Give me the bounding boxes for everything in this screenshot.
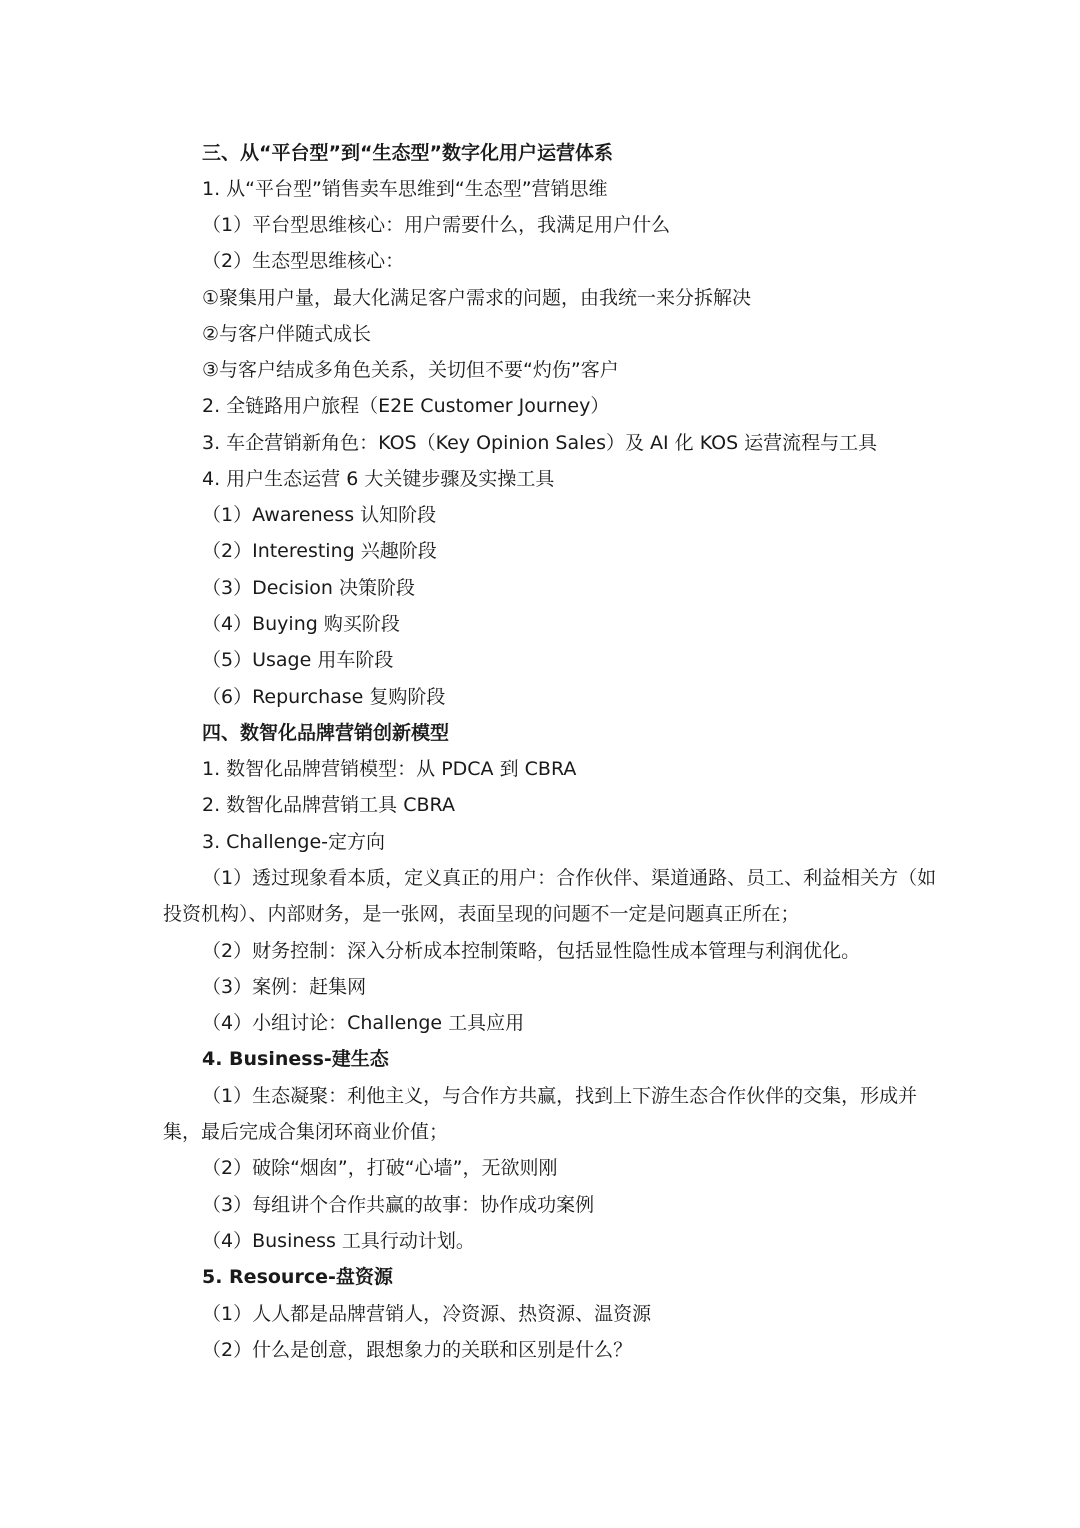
list-item-4-4-3: （3）每组讲个合作共赢的故事：协作成功案例 [202, 1194, 595, 1216]
subheading-4-5: 5. Resource-盘资源 [202, 1266, 393, 1288]
list-item-4-2: 2. 数智化品牌营销工具 CBRA [202, 794, 455, 816]
list-item-3-4-2: （2）Interesting 兴趣阶段 [202, 540, 437, 562]
list-item-3-4-4: （4）Buying 购买阶段 [202, 613, 400, 635]
subheading-4-4: 4. Business-建生态 [202, 1048, 389, 1070]
list-item-3-3: 3. 车企营销新角色：KOS（Key Opinion Sales）及 AI 化 KOS 运营流程与工具 [202, 432, 878, 454]
paragraph-4-4-1-continued: 集，最后完成合集闭环商业价值； [163, 1121, 449, 1143]
list-item-3-1: 1. 从“平台型”销售卖车思维到“生态型”营销思维 [202, 178, 608, 200]
list-item-circled-3: ③与客户结成多角色关系，关切但不要“灼伤”客户 [202, 359, 619, 381]
list-item-4-3-3: （3）案例：赶集网 [202, 976, 367, 998]
list-item-3-4-5: （5）Usage 用车阶段 [202, 649, 394, 671]
list-item-4-3-4: （4）小组讨论：Challenge 工具应用 [202, 1012, 525, 1034]
paragraph-4-3-1: （1）透过现象看本质，定义真正的用户：合作伙伴、渠道通路、员工、利益相关方（如 [202, 867, 937, 889]
list-item-3-4-1: （1）Awareness 认知阶段 [202, 504, 437, 526]
list-item-4-3-2: （2）财务控制：深入分析成本控制策略，包括显性隐性成本管理与利润优化。 [202, 940, 861, 962]
list-item-3-2: 2. 全链路用户旅程（E2E Customer Journey） [202, 395, 610, 417]
list-item-3-4-6: （6）Repurchase 复购阶段 [202, 686, 446, 708]
list-item-3-1-2: （2）生态型思维核心： [202, 250, 405, 272]
list-item-3-1-1: （1）平台型思维核心：用户需要什么，我满足用户什么 [202, 214, 671, 236]
list-item-circled-1: ①聚集用户量，最大化满足客户需求的问题，由我统一来分拆解决 [202, 287, 752, 309]
list-item-4-5-2: （2）什么是创意，跟想象力的关联和区别是什么？ [202, 1339, 633, 1361]
list-item-4-3: 3. Challenge-定方向 [202, 831, 386, 853]
list-item-3-4-3: （3）Decision 决策阶段 [202, 577, 416, 599]
section-heading-4: 四、数智化品牌营销创新模型 [202, 722, 450, 744]
list-item-4-4-2: （2）破除“烟囱”，打破“心墙”，无欲则刚 [202, 1157, 558, 1179]
list-item-4-5-1: （1）人人都是品牌营销人，冷资源、热资源、温资源 [202, 1303, 652, 1325]
list-item-4-4-4: （4）Business 工具行动计划。 [202, 1230, 475, 1252]
list-item-4-1: 1. 数智化品牌营销模型：从 PDCA 到 CBRA [202, 758, 577, 780]
section-heading-3: 三、从“平台型”到“生态型”数字化用户运营体系 [202, 142, 613, 164]
paragraph-4-4-1: （1）生态凝聚：利他主义，与合作方共赢，找到上下游生态合作伙伴的交集，形成并 [202, 1085, 918, 1107]
list-item-circled-2: ②与客户伴随式成长 [202, 323, 372, 345]
list-item-3-4: 4. 用户生态运营 6 大关键步骤及实操工具 [202, 468, 555, 490]
paragraph-4-3-1-continued: 投资机构）、内部财务，是一张网，表面呈现的问题不一定是问题真正所在； [163, 903, 800, 925]
